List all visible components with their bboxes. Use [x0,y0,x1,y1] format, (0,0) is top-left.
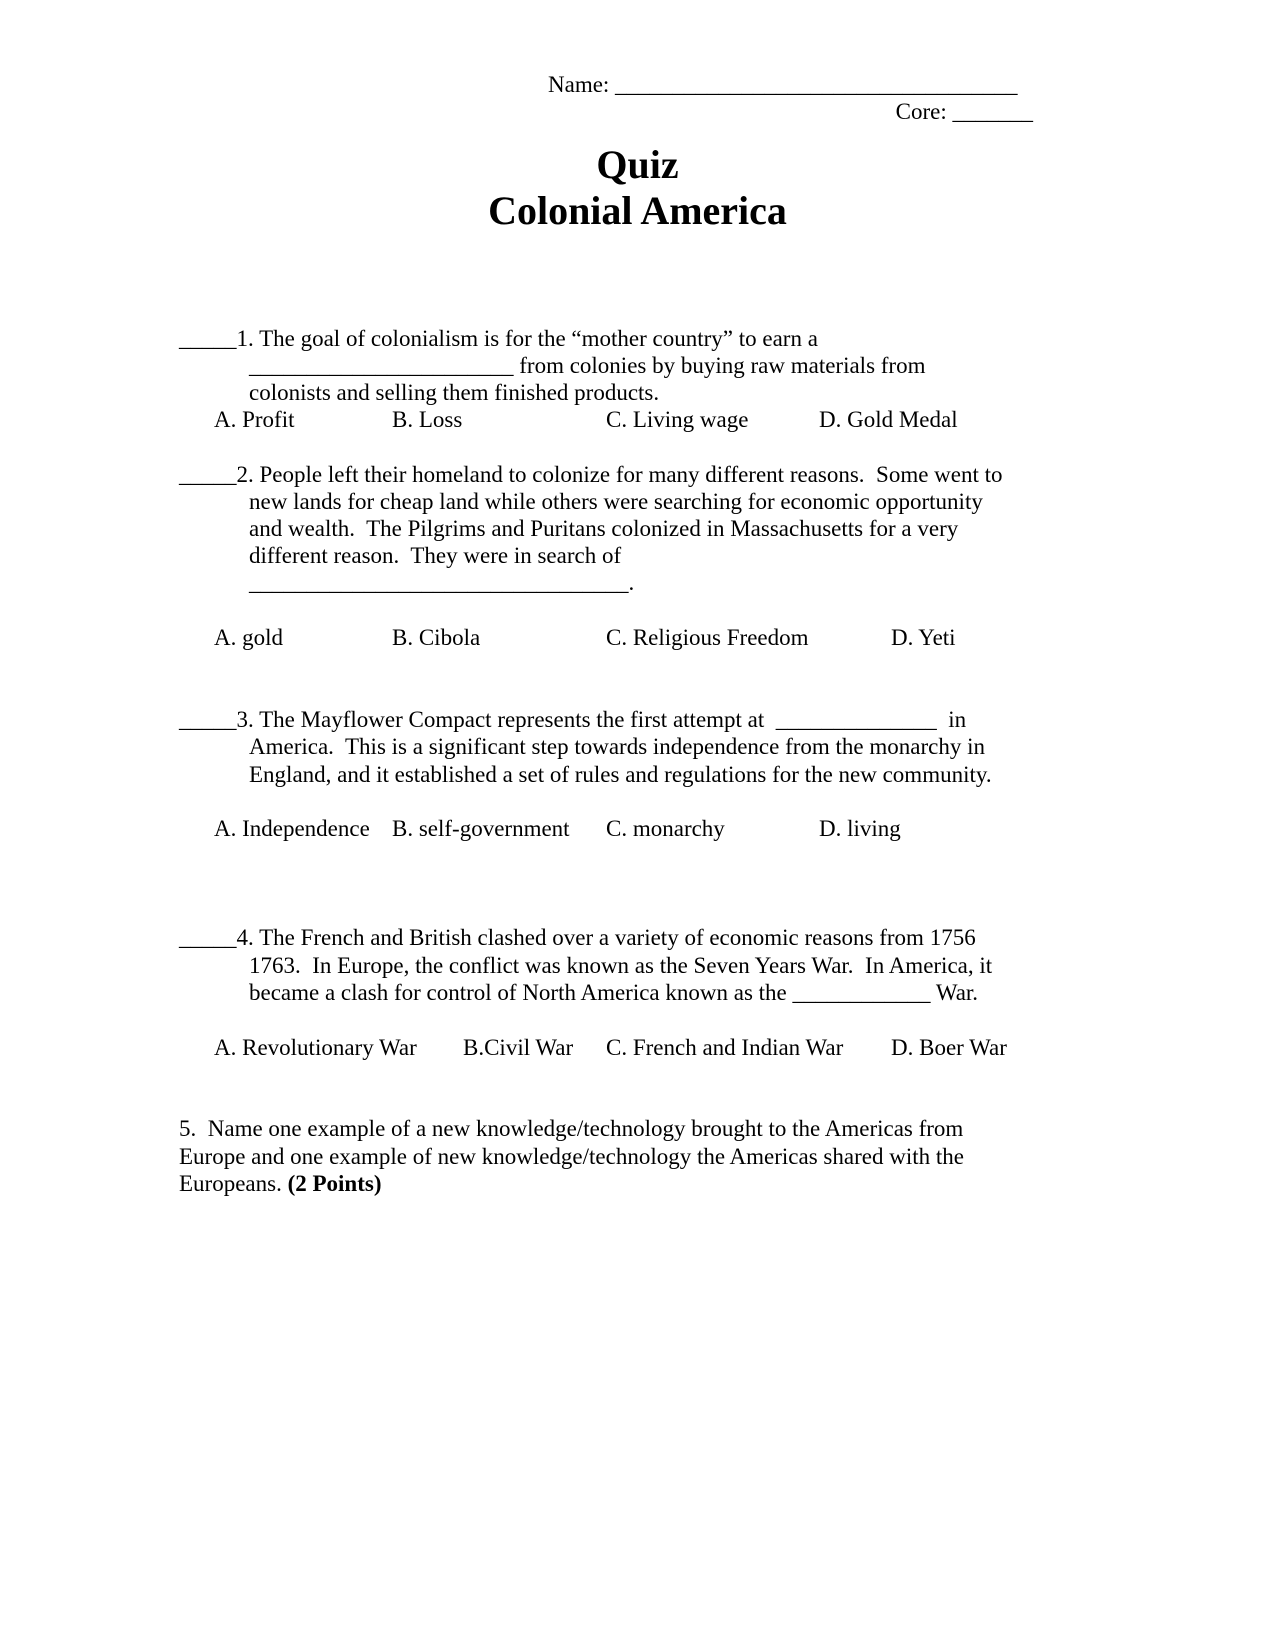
question-4-option-c: C. French and Indian War [606,1035,844,1060]
question-2-option-a: A. gold [214,625,283,650]
question-4-option-b: B.Civil War [463,1035,574,1060]
question-2-line-1: _____2. People left their homeland to colonize for many different reasons. Some went to [179,462,1003,487]
question-5-line-1: 5. Name one example of a new knowledge/technology brought to the Americas from [179,1116,964,1141]
question-2-line-5: _________________________________. [249,570,635,595]
question-3-line-3: England, and it established a set of rules and regulations for the new community. [249,762,992,787]
question-4-line-1: _____4. The French and British clashed over a variety of economic reasons from 1756 [179,925,976,950]
question-3-option-b: B. self-government [392,816,570,841]
points-label: (2 Points) [287,1171,382,1196]
question-3-option-a: A. Independence [214,816,370,841]
question-1-option-a: A. Profit [214,407,295,432]
question-4-option-d: D. Boer War [891,1035,1007,1060]
question-5-line-2: Europe and one example of new knowledge/technology the Americas shared with the [179,1144,964,1169]
question-5-line-3-text: Europeans. [179,1171,288,1196]
question-4-line-3: became a clash for control of North America known as the ____________ War. [249,980,979,1005]
question-2-option-b: B. Cibola [392,625,481,650]
question-3-option-d: D. living [819,816,901,841]
question-1-option-b: B. Loss [392,407,463,432]
question-2-line-3: and wealth. The Pilgrims and Puritans colonized in Massachusetts for a very [249,516,959,541]
core-line: Core: _______ [895,99,1033,124]
question-5-line-3 [179,1170,382,1198]
question-2-option-d: D. Yeti [891,625,956,650]
question-1-line-2: _______________________ from colonies by buying raw materials from [249,353,926,378]
name-line: Name: ___________________________________ [548,72,1018,97]
question-3-line-2: America. This is a significant step towards independence from the monarchy in [249,734,985,759]
question-1-line-3: colonists and selling them finished products. [249,380,660,405]
question-3-line-1: _____3. The Mayflower Compact represents the first attempt at ______________ in [179,707,967,732]
question-2-option-c: C. Religious Freedom [606,625,809,650]
question-2-line-2: new lands for cheap land while others were searching for economic opportunity [249,489,983,514]
page-title: Quiz [596,142,679,187]
question-1-option-d: D. Gold Medal [819,407,958,432]
question-3-option-c: C. monarchy [606,816,725,841]
question-4-line-2: 1763. In Europe, the conflict was known as the Seven Years War. In America, it [249,953,993,978]
page-subtitle: Colonial America [488,188,787,233]
question-4-option-a: A. Revolutionary War [214,1035,417,1060]
question-2-line-4: different reason. They were in search of [249,543,622,568]
question-1-option-c: C. Living wage [606,407,749,432]
question-1-line-1: _____1. The goal of colonialism is for the “mother country” to earn a [179,326,818,351]
